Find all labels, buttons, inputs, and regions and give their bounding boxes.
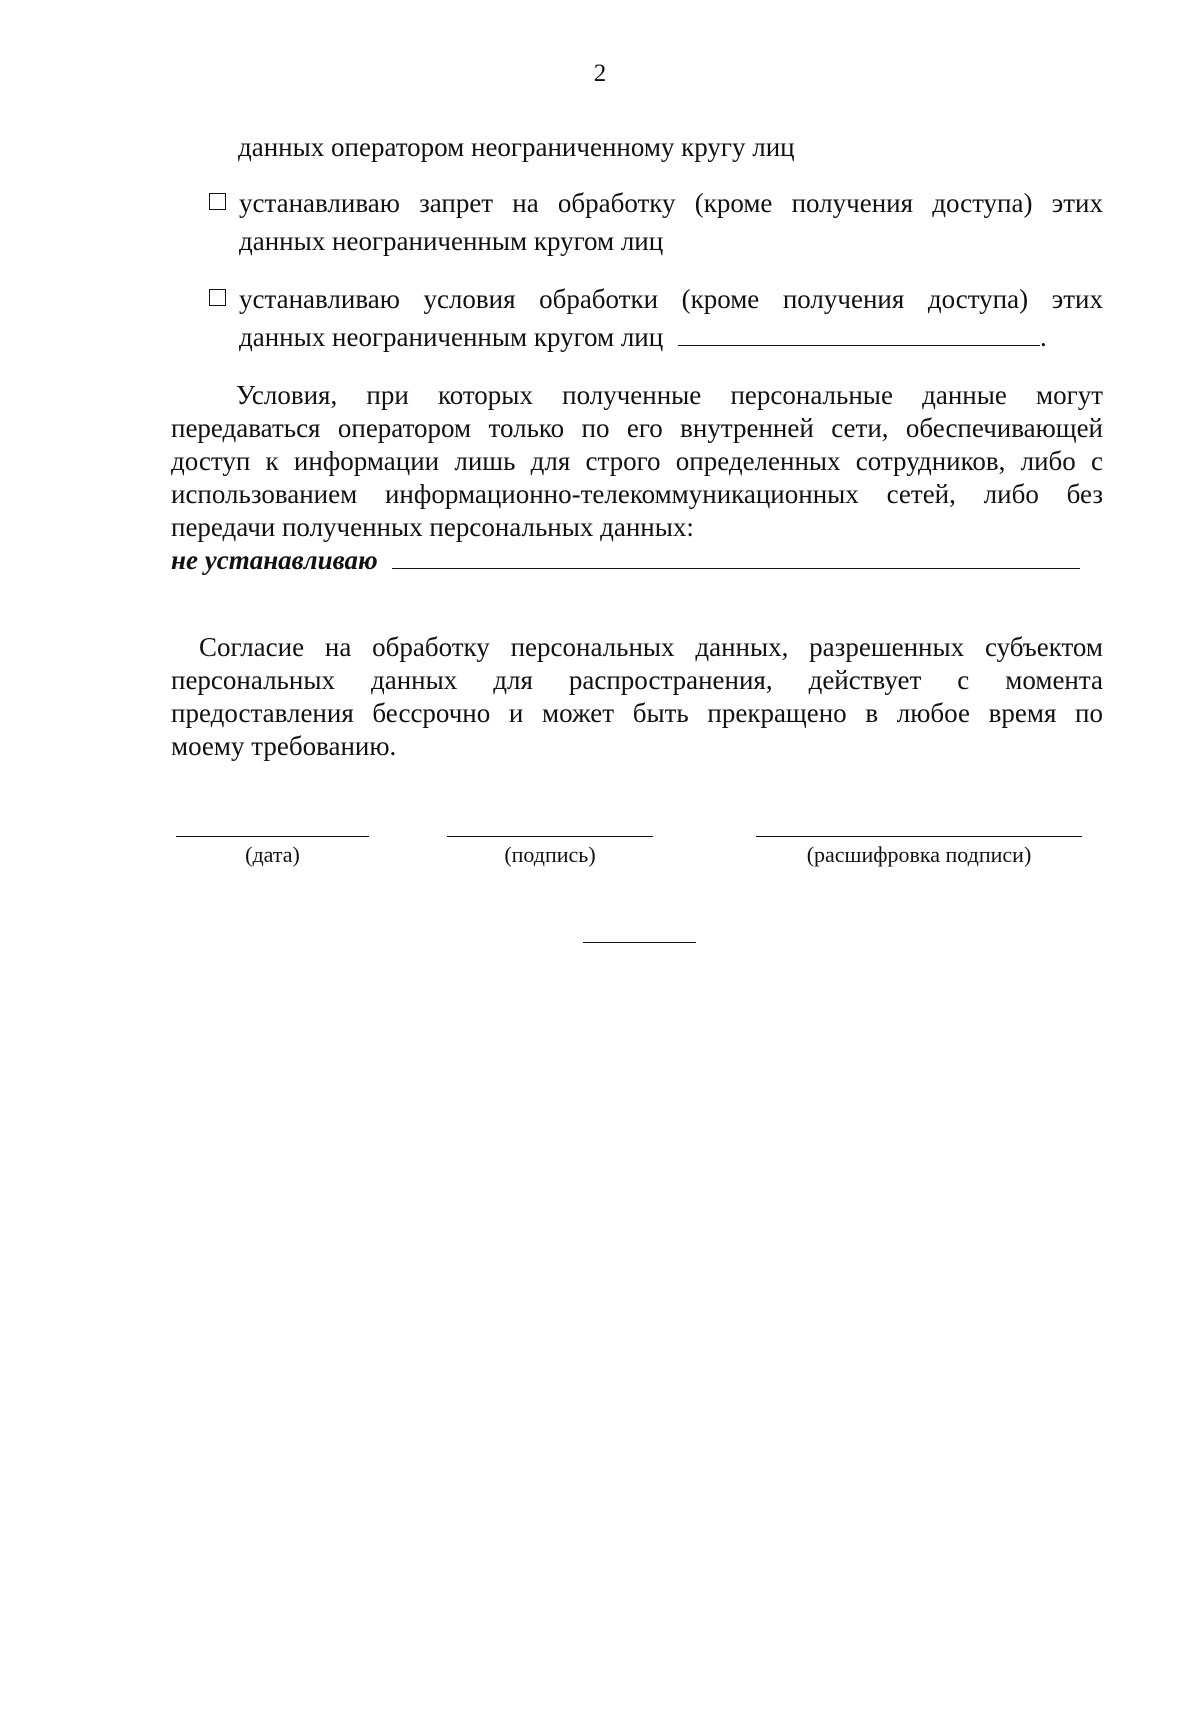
date-label: (дата) [245, 842, 300, 867]
network-conditions-answer: не устанавливаю [171, 545, 378, 575]
consent-validity-line2: персональных данных для распространения, действует с момента [171, 665, 1103, 695]
signature-decoding-line[interactable] [756, 836, 1082, 837]
consent-validity-line4: моему требованию. [171, 731, 397, 761]
network-conditions-line3: доступ к информации лишь для строго определенных сотрудников, либо с [171, 446, 1103, 476]
consent-validity-line3: предоставления бессрочно и может быть прекращено в любое время по [171, 698, 1103, 728]
network-conditions-line2: передаваться оператором только по его внутренней сети, обеспечивающей [171, 413, 1103, 443]
conditions-blank-field[interactable] [678, 323, 1040, 346]
consent-validity-line1: Согласие на обработку персональных данных, разрешенных субъектом [199, 632, 1103, 662]
network-conditions-line5: передачи полученных персональных данных: [171, 512, 694, 542]
end-of-document-rule [583, 942, 696, 943]
network-conditions-line1: Условия, при которых полученные персональные данные могут [236, 380, 1103, 410]
prohibit-checkbox[interactable] [209, 193, 226, 210]
signature-decoding-label: (расшифровка подписи) [806, 842, 1032, 867]
conditions-option-line1: устанавливаю условия обработки (кроме получения доступа) этих [239, 284, 1103, 314]
date-line[interactable] [176, 836, 369, 837]
page-number: 2 [593, 60, 607, 87]
network-conditions-blank-field[interactable] [392, 546, 1080, 569]
signature-line[interactable] [447, 836, 653, 837]
conditions-option-line2-row [239, 320, 1047, 354]
conditions-terminal: . [1039, 322, 1047, 352]
continuation-line: данных оператором неограниченному кругу лиц [238, 132, 795, 162]
signature-label: (подпись) [504, 842, 596, 867]
prohibit-option-line2: данных неограниченным кругом лиц [239, 226, 664, 256]
conditions-checkbox[interactable] [209, 289, 226, 306]
conditions-option-line2: данных неограниченным кругом лиц [239, 322, 664, 352]
network-conditions-answer-row [171, 543, 1080, 577]
prohibit-option-line1: устанавливаю запрет на обработку (кроме получения доступа) этих [239, 188, 1103, 218]
network-conditions-line4: использованием информационно-телекоммуникационных сетей, либо без [171, 479, 1103, 509]
